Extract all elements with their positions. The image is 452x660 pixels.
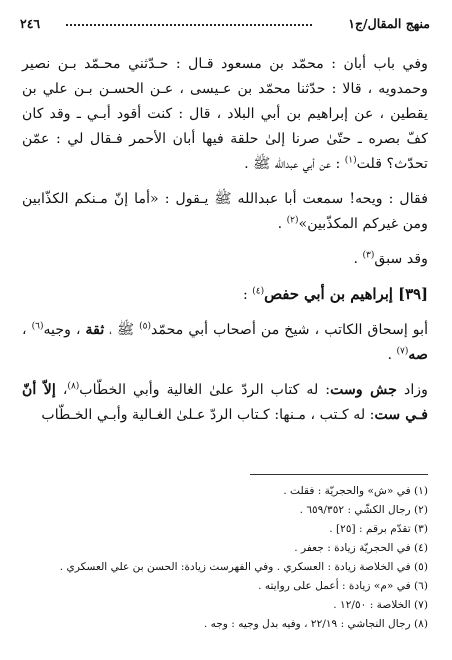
bold-term: إلاّ أنّ فـي ست: [22, 382, 428, 423]
paragraph-text: وقد سبق: [374, 251, 428, 267]
footnote: (٨) رجال النجاشي : ٢٢/١٩ ، وفيه بدل وجيه : وجه .: [203, 618, 428, 630]
running-title: منهج المقال/ج١: [348, 16, 430, 31]
paragraph-text: وفي باب أبان : محمّد بن مسعود قـال : حـدّثني محـمّد بـن نصير وحمدويه ، قالا : حدّثنا محمّد بن عـيسى ، عـن الحسـن بـن علي بن يقطين ، عن إبراهيم بن أبي البلاد ، قال : كنت أقود أبـي ـ وقد كان كفّ بصره ـ حتّىٰ صرنا إلىٰ حلقة فيها أبان الأحمر فـقال لي : عمّن تحدّث؟ قلت: [22, 56, 428, 172]
paragraph-text: ، وجيه: [43, 322, 86, 338]
main-text: [22, 52, 428, 432]
footnote-separator: [250, 474, 428, 475]
paragraph-text: .: [277, 216, 287, 232]
entry-title: [٣٩] إبراهيم بن أبي حفص: [264, 286, 428, 303]
footnotes-list: [22, 482, 428, 634]
footnote-ref: (٦): [31, 321, 44, 332]
paragraph-previously-mentioned: [22, 247, 428, 272]
paragraph-aban-narration: [22, 52, 428, 177]
footnote: (١) في «ش» والحجريّة : فقلت .: [283, 485, 428, 497]
footnote: (٦) في «م» زيادة : أعمل على روايته .: [258, 580, 428, 592]
footnote: (٤) في الحجريّة زيادة : جعفر .: [294, 542, 428, 554]
page-number: ٢٤٦: [20, 16, 41, 31]
footnote: (٧) الخلاصة : ١٢/٥٠ .: [333, 599, 428, 611]
entry-heading: [22, 282, 428, 308]
header-dot-leader: [66, 24, 312, 26]
paragraph-text: وزاد: [397, 382, 429, 398]
bold-term: ثقة: [85, 322, 105, 338]
footnote-ref: (٣): [362, 250, 375, 261]
running-header: [20, 14, 430, 36]
footnote: (٥) في الخلاصة زيادة : العسكري . وفي الفهرست زيادة: الحسن بن علي العسكري .: [59, 561, 428, 573]
paragraph-text: .: [353, 251, 363, 267]
paragraph-text: .: [387, 347, 397, 363]
footnote: (٢) رجال الكشّي : ٦٥٩/٣٥٢ .: [299, 504, 428, 516]
footnote-ref: (١): [344, 155, 357, 166]
paragraph-text: أبو إسحاق الكاتب ، شيخ من أصحاب أبي محمّد: [150, 322, 429, 338]
footnote-ref: (٧): [396, 346, 409, 357]
footnote-ref: (٤): [252, 286, 265, 297]
paragraph-biography: [22, 318, 428, 368]
paragraph-text: ،: [22, 322, 32, 338]
footnote-ref: (٢): [286, 215, 299, 226]
paragraph-quote: [22, 187, 428, 237]
paragraph-text: ،: [55, 382, 68, 398]
paragraph-text: فقال : ويحه! سمعت أبا عبدالله ﷺ يـقول : «أما إنّ مـنكم الكذّابين ومن غيركم المكذّبين»: [22, 191, 428, 232]
bold-term: جش وست: [330, 382, 398, 398]
paragraph-text: :: [242, 287, 253, 303]
paragraph-text: : له كتاب الردّ علىٰ الغالية وأبي الخطّاب: [79, 382, 331, 398]
paragraph-text: ﷺ ،: [104, 322, 140, 338]
footnote-ref: (٥): [139, 321, 151, 332]
paragraph-text: : له كـتب ، مـنها: كـتاب الردّ عـلىٰ الغـالية وأبـي الخـطّاب: [41, 407, 375, 423]
footnote-ref: (٨): [67, 381, 80, 392]
bold-term: صه: [408, 347, 428, 363]
footnote: (٣) تقدّم برقم : [٢٥] .: [329, 523, 428, 535]
paragraph-additions: [22, 378, 428, 428]
paragraph-text: : عن أبي عبدالله ﷺ .: [244, 156, 345, 172]
